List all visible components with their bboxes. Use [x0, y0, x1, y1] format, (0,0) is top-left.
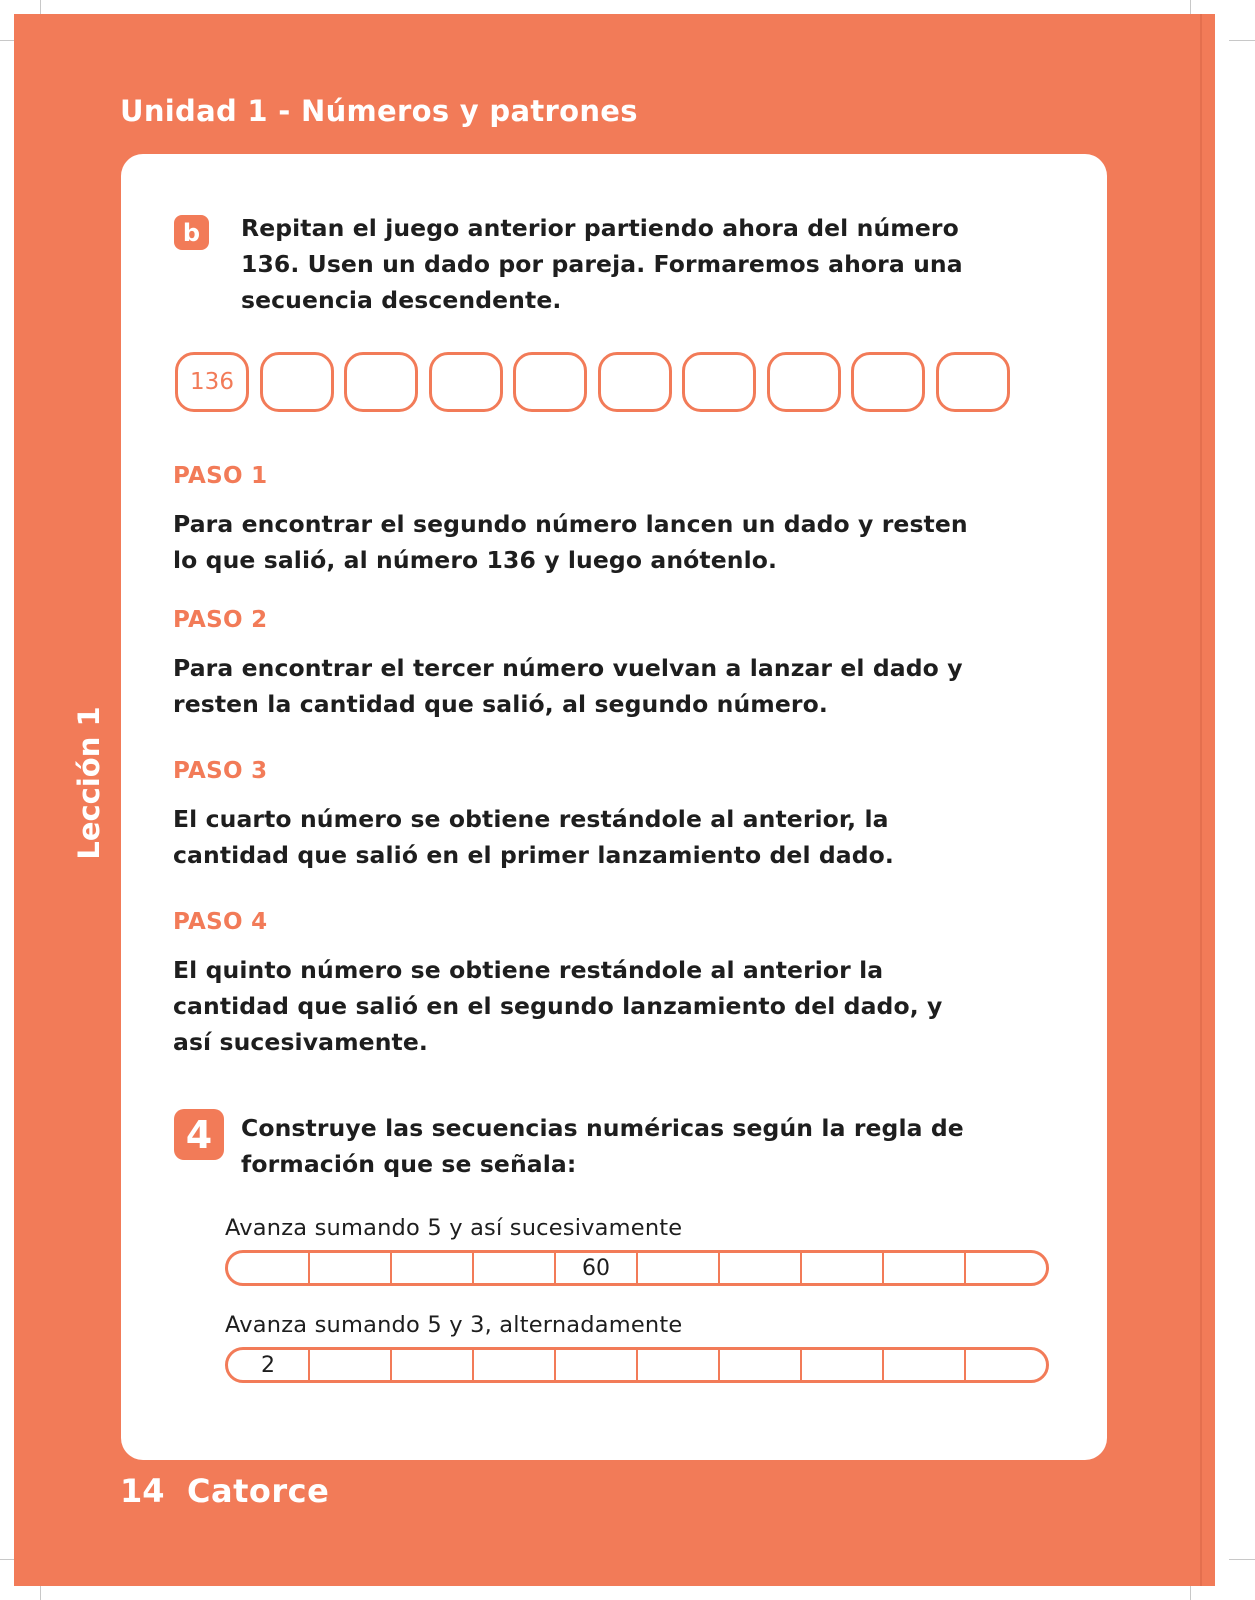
step-4-line: así sucesivamente.	[173, 1028, 428, 1056]
page-number-word: Catorce	[187, 1472, 330, 1510]
step-3-title: PASO 3	[173, 758, 268, 784]
sequence-2-cell[interactable]	[800, 1350, 882, 1380]
sequence-box[interactable]	[513, 352, 587, 412]
sequence-box[interactable]	[682, 352, 756, 412]
sequence-2-label: Avanza sumando 5 y 3, alternadamente	[225, 1312, 683, 1338]
step-4-line: El quinto número se obtiene restándole al anterior la	[173, 956, 884, 984]
sequence-2-cell[interactable]	[472, 1350, 554, 1380]
sequence-box[interactable]	[344, 352, 418, 412]
sequence-1-label: Avanza sumando 5 y así sucesivamente	[225, 1215, 683, 1241]
sequence-1-cell[interactable]	[718, 1253, 800, 1283]
sequence-box[interactable]	[767, 352, 841, 412]
activity-b-instruction-line: 136. Usen un dado por pareja. Formaremos ahora una	[241, 250, 963, 278]
sequence-1-cell[interactable]	[390, 1253, 472, 1283]
sequence-1-cell[interactable]	[636, 1253, 718, 1283]
sequence-2-cell-given: 2	[261, 1352, 275, 1378]
activity-b-instruction-line: Repitan el juego anterior partiendo ahora del número	[241, 214, 959, 242]
crop-mark	[1229, 40, 1255, 41]
step-2-title: PASO 2	[173, 607, 268, 633]
sequence-1-cell[interactable]	[228, 1253, 308, 1283]
sequence-box[interactable]	[936, 352, 1010, 412]
descending-sequence-boxes	[175, 352, 1010, 412]
activity-b-instruction-line: secuencia descendente.	[241, 286, 562, 314]
sequence-1-cell[interactable]	[964, 1253, 1046, 1283]
step-1-line: lo que salió, al número 136 y luego anótenlo.	[173, 546, 778, 574]
sequence-box[interactable]	[260, 352, 334, 412]
unit-title: Unidad 1 - Números y patrones	[120, 94, 638, 128]
sequence-box-start: 136	[175, 352, 249, 412]
activity-4-badge: 4	[174, 1109, 224, 1160]
activity-4-instruction-line: Construye las secuencias numéricas según la regla de	[241, 1114, 964, 1142]
sequence-1-cell[interactable]	[800, 1253, 882, 1283]
sequence-2-cell[interactable]	[964, 1350, 1046, 1380]
sequence-2-cell[interactable]	[390, 1350, 472, 1380]
lesson-side-label: Lección 1	[72, 706, 106, 860]
sequence-1-cell[interactable]	[882, 1253, 964, 1283]
sequence-1-cell[interactable]	[472, 1253, 554, 1283]
sequence-2-cell[interactable]	[882, 1350, 964, 1380]
sequence-box[interactable]	[429, 352, 503, 412]
step-3-line: cantidad que salió en el primer lanzamiento del dado.	[173, 841, 894, 869]
step-3-line: El cuarto número se obtiene restándole al anterior, la	[173, 805, 889, 833]
sequence-1-strip	[225, 1250, 1049, 1286]
step-2-line: Para encontrar el tercer número vuelvan a lanzar el dado y	[173, 654, 963, 682]
sequence-2-cell[interactable]	[718, 1350, 800, 1380]
step-1-title: PASO 1	[173, 463, 268, 489]
sequence-2-cell[interactable]	[554, 1350, 636, 1380]
step-1-line: Para encontrar el segundo número lancen un dado y resten	[173, 510, 968, 538]
sequence-2-cell[interactable]	[308, 1350, 390, 1380]
sequence-1-cell[interactable]	[308, 1253, 390, 1283]
sequence-1-cell-given: 60	[554, 1253, 636, 1283]
step-4-title: PASO 4	[173, 909, 268, 935]
step-4-line: cantidad que salió en el segundo lanzamiento del dado, y	[173, 992, 943, 1020]
crop-mark	[1229, 1559, 1255, 1560]
activity-4-instruction-line: formación que se señala:	[241, 1150, 577, 1178]
page-edge	[1200, 14, 1202, 1586]
sequence-2-strip	[225, 1347, 1049, 1383]
sequence-box[interactable]	[851, 352, 925, 412]
sequence-box[interactable]	[598, 352, 672, 412]
sequence-2-cell[interactable]	[636, 1350, 718, 1380]
step-2-line: resten la cantidad que salió, al segundo número.	[173, 690, 828, 718]
page-number: 14	[120, 1472, 165, 1510]
activity-b-badge: b	[174, 215, 209, 250]
